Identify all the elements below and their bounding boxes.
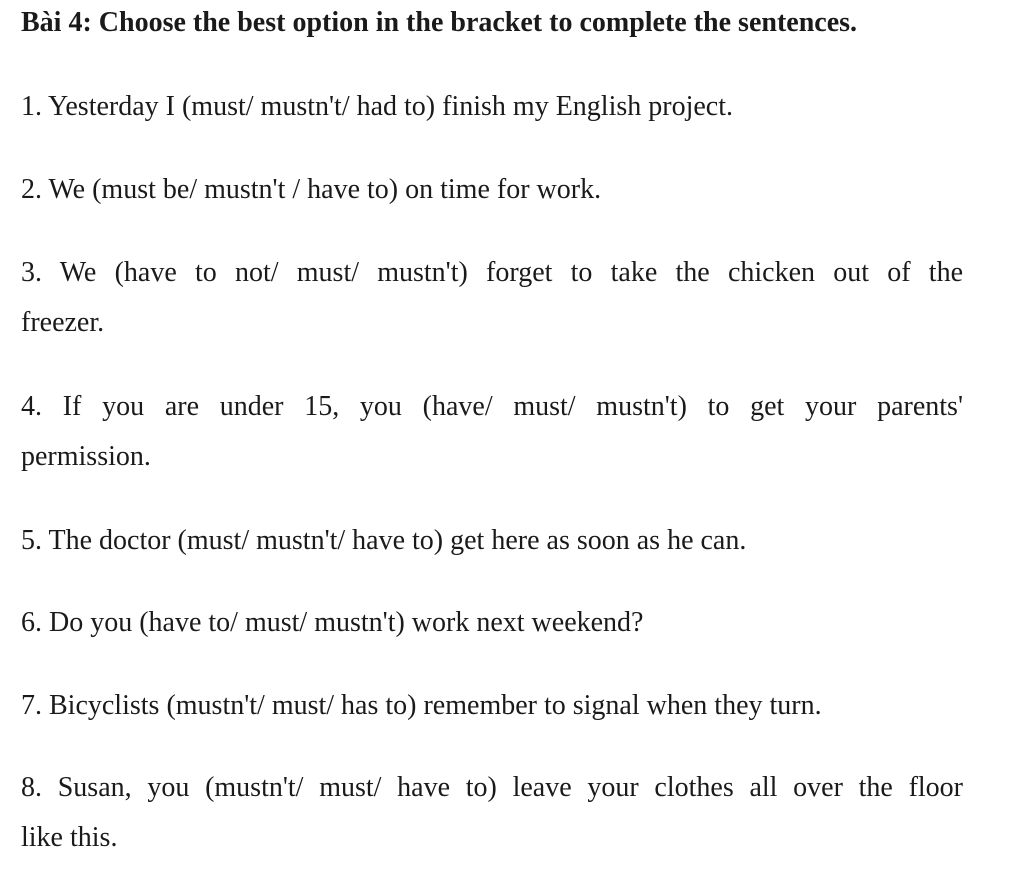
question-3-line-2: freezer. — [21, 307, 105, 338]
question-1-line-1: 1. Yesterday I (must/ mustn't/ had to) finish my English project. — [21, 91, 733, 122]
question-5-line-1: 5. The doctor (must/ mustn't/ have to) get here as soon as he can. — [21, 525, 747, 556]
question-4 — [21, 382, 963, 482]
question-1 — [21, 82, 963, 132]
question-6-line-1: 6. Do you (have to/ must/ mustn't) work next weekend? — [21, 607, 644, 638]
question-4-line-1: 4. If you are under 15, you (have/ must/ mustn't) to get your parents' — [21, 391, 963, 422]
question-2 — [21, 165, 963, 215]
question-2-line-1: 2. We (must be/ mustn't / have to) on time for work. — [21, 174, 602, 205]
question-8-line-1: 8. Susan, you (mustn't/ must/ have to) leave your clothes all over the floor — [21, 772, 963, 803]
question-3-line-1: 3. We (have to not/ must/ mustn't) forget to take the chicken out of the — [21, 257, 963, 288]
question-8-line-2: like this. — [21, 822, 118, 853]
question-3 — [21, 248, 963, 348]
question-8 — [21, 763, 963, 863]
question-7-line-1: 7. Bicyclists (mustn't/ must/ has to) remember to signal when they turn. — [21, 690, 822, 721]
question-7 — [21, 681, 963, 731]
exercise-title: Bài 4: Choose the best option in the bracket to complete the sentences. — [21, 7, 858, 38]
question-4-line-2: permission. — [21, 441, 151, 472]
question-6 — [21, 598, 963, 648]
question-5 — [21, 516, 963, 566]
